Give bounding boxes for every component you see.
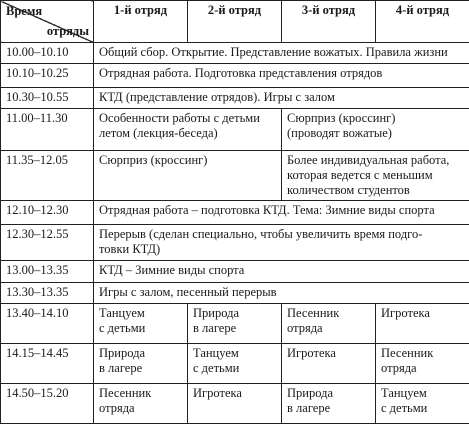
squad-2-activity-cell: Природа в лагере (188, 304, 282, 344)
time-cell: 13.00–13.35 (1, 261, 94, 283)
time-cell: 14.15–14.45 (1, 344, 94, 384)
activity-cell: КТД (представление отрядов). Игры с залом (94, 88, 469, 109)
time-cell: 13.30–13.35 (1, 283, 94, 304)
squad-2-activity-cell: Танцуем с детьми (188, 344, 282, 384)
time-cell: 14.50–15.20 (1, 384, 94, 424)
squad-3-activity-cell: Природа в лагере (282, 384, 376, 424)
time-cell: 10.00–10.10 (1, 43, 94, 64)
activity-cell: Отрядная работа – подготовка КТД. Тема: Зимние виды спорта (94, 201, 469, 225)
activity-cell: Отрядная работа. Подготовка представления отрядов (94, 64, 469, 88)
squad-3-activity-cell: Игротека (282, 344, 376, 384)
table-row (1, 261, 469, 283)
time-cell: 10.10–10.25 (1, 64, 94, 88)
squad-3-activity-cell: Песенник отряда (282, 304, 376, 344)
squad-1-header: 1-й отряд (94, 1, 188, 43)
table-row (1, 225, 469, 261)
time-header-label: Время (6, 4, 43, 18)
squad-4-activity-cell: Песенник отряда (376, 344, 469, 384)
group-a-activity-cell: Сюрприз (кроссинг) (94, 151, 282, 201)
time-cell: 10.30–10.55 (1, 88, 94, 109)
corner-header-cell (1, 1, 94, 43)
time-cell: 12.30–12.55 (1, 225, 94, 261)
time-cell: 13.40–14.10 (1, 304, 94, 344)
table-row (1, 88, 469, 109)
table-row (1, 384, 469, 424)
squad-4-activity-cell: Игротека (376, 304, 469, 344)
squad-1-activity-cell: Танцуем с детьми (94, 304, 188, 344)
table-row (1, 109, 469, 151)
squad-2-activity-cell: Игротека (188, 384, 282, 424)
header-row (1, 1, 469, 43)
squads-header-label: отряды (46, 24, 89, 38)
table-row (1, 283, 469, 304)
squad-2-header: 2-й отряд (188, 1, 282, 43)
time-cell: 11.00–11.30 (1, 109, 94, 151)
group-a-activity-cell: Особенности работы с детьми летом (лекция-беседа) (94, 109, 282, 151)
activity-cell: КТД – Зимние виды спорта (94, 261, 469, 283)
activity-cell: Перерыв (сделан специально, чтобы увеличить время подго- товки КТД) (94, 225, 469, 261)
table-row (1, 43, 469, 64)
activity-cell: Игры с залом, песенный перерыв (94, 283, 469, 304)
group-b-activity-cell: Более индивидуальная работа, которая ведется с меньшим количеством студентов (282, 151, 469, 201)
activity-cell: Общий сбор. Открытие. Представление вожатых. Правила жизни (94, 43, 469, 64)
time-cell: 12.10–12.30 (1, 201, 94, 225)
squad-1-activity-cell: Песенник отряда (94, 384, 188, 424)
group-b-activity-cell: Сюрприз (кроссинг) (проводят вожатые) (282, 109, 469, 151)
table-row (1, 201, 469, 225)
squad-4-activity-cell: Танцуем с детьми (376, 384, 469, 424)
time-cell: 11.35–12.05 (1, 151, 94, 201)
table-row (1, 344, 469, 384)
squad-3-header: 3-й отряд (282, 1, 376, 43)
table-row (1, 64, 469, 88)
table-row (1, 151, 469, 201)
squad-4-header: 4-й отряд (376, 1, 469, 43)
table-row (1, 304, 469, 344)
squad-1-activity-cell: Природа в лагере (94, 344, 188, 384)
